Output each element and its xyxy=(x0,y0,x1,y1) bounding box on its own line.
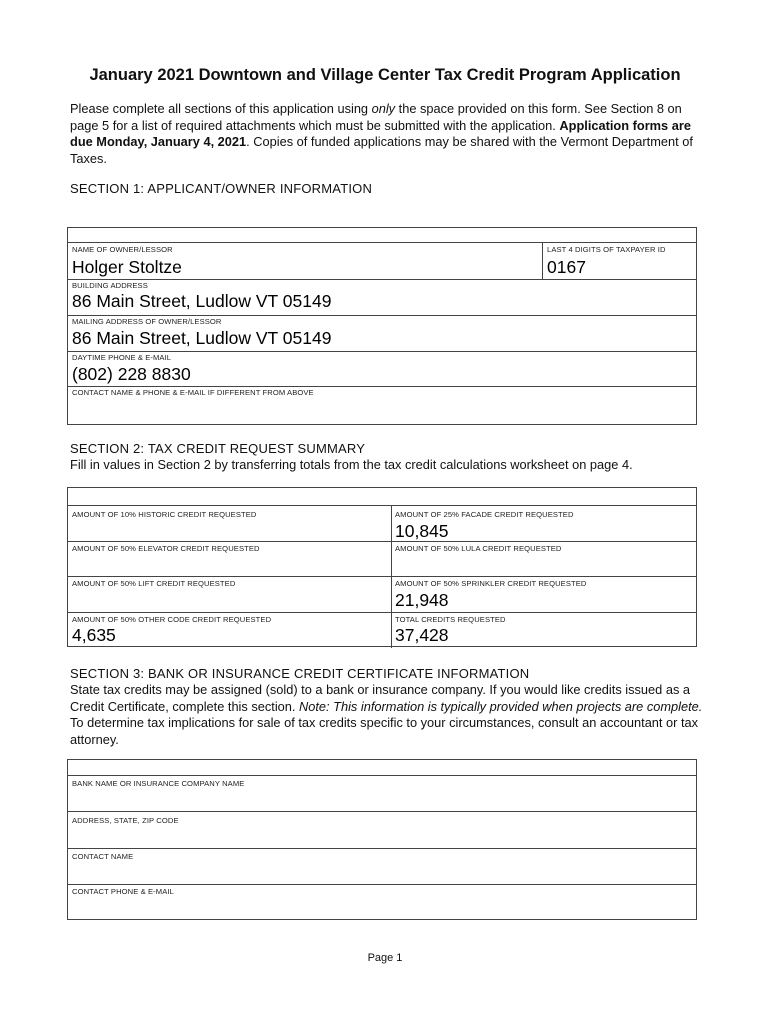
total-credits-field[interactable]: 37,428 xyxy=(395,625,449,645)
bank-address-label: ADDRESS, STATE, ZIP CODE xyxy=(72,816,179,825)
section2-form xyxy=(67,487,697,647)
owner-label: NAME OF OWNER/LESSOR xyxy=(72,245,173,254)
section1-form xyxy=(67,227,697,425)
section3-paragraph xyxy=(70,682,710,748)
intro-italic: only xyxy=(371,101,396,116)
bank-address-field[interactable] xyxy=(72,827,692,845)
section3-form xyxy=(67,759,697,920)
mailing-address-label: MAILING ADDRESS OF OWNER/LESSOR xyxy=(72,317,222,326)
historic-credit-label: AMOUNT OF 10% HISTORIC CREDIT REQUESTED xyxy=(72,510,257,519)
phone-email-field[interactable]: (802) 228 8830 xyxy=(72,364,191,384)
section2-heading: SECTION 2: TAX CREDIT REQUEST SUMMARY xyxy=(70,441,366,456)
bank-contact-phone-field[interactable] xyxy=(72,898,692,916)
phone-email-label: DAYTIME PHONE & E-MAIL xyxy=(72,353,172,362)
section3-text-1: State tax credits may be assigned (sold) to a bank or insurance company. If you would like credits issued as a Credit Certificate, complete this section. xyxy=(70,682,691,714)
intro-text-1: Please complete all sections of this application using xyxy=(70,101,372,116)
bank-name-label: BANK NAME OR INSURANCE COMPANY NAME xyxy=(72,779,245,788)
intro-text-3: . Copies of funded applications may be shared with the Vermont Department of Taxes. xyxy=(70,134,693,166)
other-code-credit-label: AMOUNT OF 50% OTHER CODE CREDIT REQUESTED xyxy=(72,615,272,624)
page-title: January 2021 Downtown and Village Center Tax Credit Program Application xyxy=(89,66,681,84)
lift-credit-label: AMOUNT OF 50% LIFT CREDIT REQUESTED xyxy=(72,579,236,588)
owner-field[interactable]: Holger Stoltze xyxy=(72,257,182,277)
bank-contact-name-label: CONTACT NAME xyxy=(72,852,134,861)
contact-label: CONTACT NAME & PHONE & E-MAIL IF DIFFERENT FROM ABOVE xyxy=(72,388,314,397)
page-number: Page 1 xyxy=(367,952,403,964)
sprinkler-credit-field[interactable]: 21,948 xyxy=(395,590,449,610)
section1-heading: SECTION 1: APPLICANT/OWNER INFORMATION xyxy=(70,181,373,196)
building-address-field[interactable]: 86 Main Street, Ludlow VT 05149 xyxy=(72,291,332,311)
taxpayer-id-label: LAST 4 DIGITS OF TAXPAYER ID xyxy=(547,245,666,254)
intro-text-2: the space provided on this form. See Section 8 on page 5 for a list of required attachments which must be submitted with the application. xyxy=(70,101,682,133)
facade-credit-label: AMOUNT OF 25% FACADE CREDIT REQUESTED xyxy=(395,510,574,519)
facade-credit-field[interactable]: 10,845 xyxy=(395,521,449,541)
intro-paragraph xyxy=(70,101,710,167)
bank-contact-name-field[interactable] xyxy=(72,863,692,881)
elevator-credit-label: AMOUNT OF 50% ELEVATOR CREDIT REQUESTED xyxy=(72,544,260,553)
other-code-credit-field[interactable]: 4,635 xyxy=(72,625,116,645)
total-credits-label: TOTAL CREDITS REQUESTED xyxy=(395,615,506,624)
building-address-label: BUILDING ADDRESS xyxy=(72,281,148,290)
bank-contact-phone-label: CONTACT PHONE & E-MAIL xyxy=(72,887,174,896)
mailing-address-field[interactable]: 86 Main Street, Ludlow VT 05149 xyxy=(72,328,332,348)
section3-note: Note: This information is typically provided when projects are complete. xyxy=(299,698,703,714)
section2-subtext: Fill in values in Section 2 by transferring totals from the tax credit calculations worksheet on page 4. xyxy=(70,457,633,472)
bank-name-field[interactable] xyxy=(72,790,692,808)
section3-text-2: To determine tax implications for sale of tax credits specific to your circumstances, consult an accountant or tax attorney. xyxy=(70,715,699,747)
taxpayer-id-field[interactable]: 0167 xyxy=(547,257,586,277)
sprinkler-credit-label: AMOUNT OF 50% SPRINKLER CREDIT REQUESTED xyxy=(395,579,587,588)
section3-heading: SECTION 3: BANK OR INSURANCE CREDIT CERTIFICATE INFORMATION xyxy=(70,666,530,681)
intro-deadline: Application forms are due Monday, January 4, 2021 xyxy=(70,117,691,149)
lula-credit-label: AMOUNT OF 50% LULA CREDIT REQUESTED xyxy=(395,544,562,553)
